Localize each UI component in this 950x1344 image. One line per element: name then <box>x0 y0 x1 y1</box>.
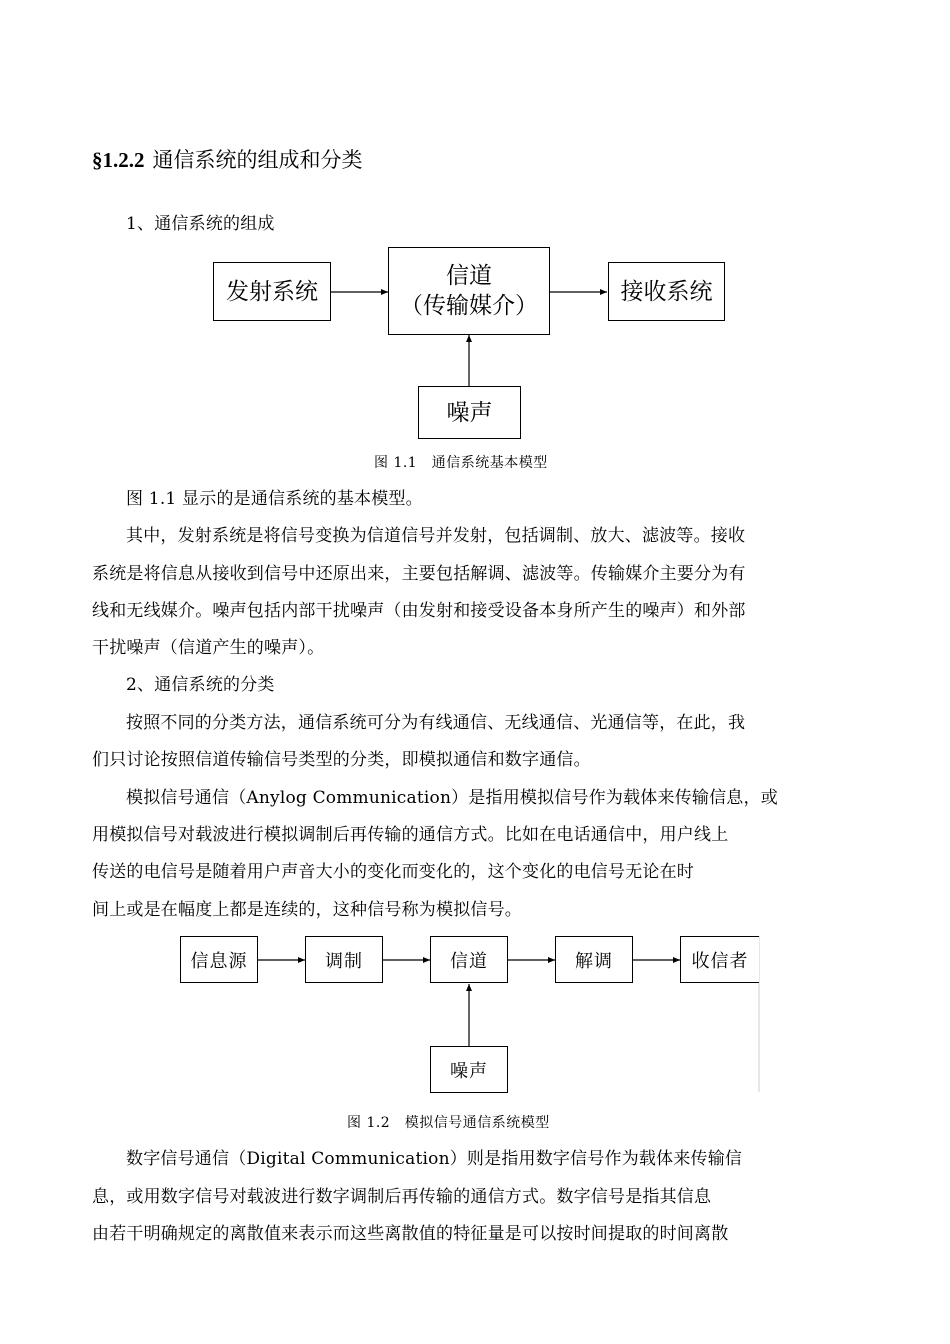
para4-line1: 模拟信号通信（Anylog Communication）是指用模拟信号作为载体来传输信息，或 <box>126 788 778 808</box>
para2-line4: 干扰噪声（信道产生的噪声）。 <box>92 638 325 658</box>
para5-line1: 数字信号通信（Digital Communication）则是指用数字信号作为载体来传输信 <box>126 1149 743 1169</box>
receiver-box <box>680 936 759 983</box>
modulation-box <box>305 936 383 983</box>
para3-line2: 们只讨论按照信道传输信号类型的分类，即模拟通信和数字通信。 <box>92 750 591 770</box>
channel-label: 信道 <box>446 263 492 289</box>
info-source-box <box>180 936 258 983</box>
para4-line3: 传送的电信号是随着用户声音大小的变化而变化的，这个变化的电信号无论在时 <box>92 862 694 882</box>
para4-line2: 用模拟信号对载波进行模拟调制后再传输的通信方式。比如在电话通信中，用户线上 <box>92 825 729 845</box>
para5-line3: 由若干明确规定的离散值来表示而这些离散值的特征量是可以按时间提取的时间离散 <box>92 1224 729 1244</box>
section-title: 通信系统的组成和分类 <box>152 148 363 172</box>
channel2-box <box>430 936 508 983</box>
para2-line2: 系统是将信息从接收到信号中还原出来，主要包括解调、滤波等。传输媒介主要分为有 <box>92 564 746 584</box>
subheading-composition: 1、通信系统的组成 <box>126 214 275 234</box>
tx-system-label: 发射系统 <box>226 278 318 305</box>
demodulation-box <box>555 936 633 983</box>
noise2-label: 噪声 <box>450 1060 488 1082</box>
noise-box <box>418 386 521 439</box>
noise2-box <box>430 1046 508 1093</box>
receiver-label: 收信者 <box>691 950 749 972</box>
subheading-classification: 2、通信系统的分类 <box>126 675 275 695</box>
tx-system-box <box>213 262 331 321</box>
noise-label: 噪声 <box>446 399 493 426</box>
para4-line4: 间上或是在幅度上都是连续的，这种信号称为模拟信号。 <box>92 900 522 920</box>
rx-system-label: 接收系统 <box>620 278 713 305</box>
para3-line1: 按照不同的分类方法，通信系统可分为有线通信、无线通信、光通信等，在此，我 <box>126 713 746 733</box>
channel-box <box>388 247 550 335</box>
channel-sublabel: （传输媒介） <box>400 293 538 319</box>
para2-line1: 其中，发射系统是将信号变换为信道信号并发射，包括调制、放大、滤波等。接收 <box>126 526 746 546</box>
rx-system-box <box>608 262 725 321</box>
demodulation-label: 解调 <box>575 950 613 972</box>
para5-line2: 息，或用数字信号对载波进行数字调制后再传输的通信方式。数字信号是指其信息 <box>92 1187 712 1207</box>
channel2-label: 信道 <box>450 950 488 972</box>
figure-1-1-caption: 图 1.1 通信系统基本模型 <box>374 455 548 471</box>
section-number: §1.2.2 <box>92 148 145 172</box>
modulation-label: 调制 <box>325 950 363 972</box>
figure-1-2-caption: 图 1.2 模拟信号通信系统模型 <box>347 1115 550 1131</box>
para1-line1: 图 1.1 显示的是通信系统的基本模型。 <box>126 489 423 509</box>
para2-line3: 线和无线媒介。噪声包括内部干扰噪声（由发射和接受设备本身所产生的噪声）和外部 <box>92 601 746 621</box>
info-source-label: 信息源 <box>190 950 248 972</box>
